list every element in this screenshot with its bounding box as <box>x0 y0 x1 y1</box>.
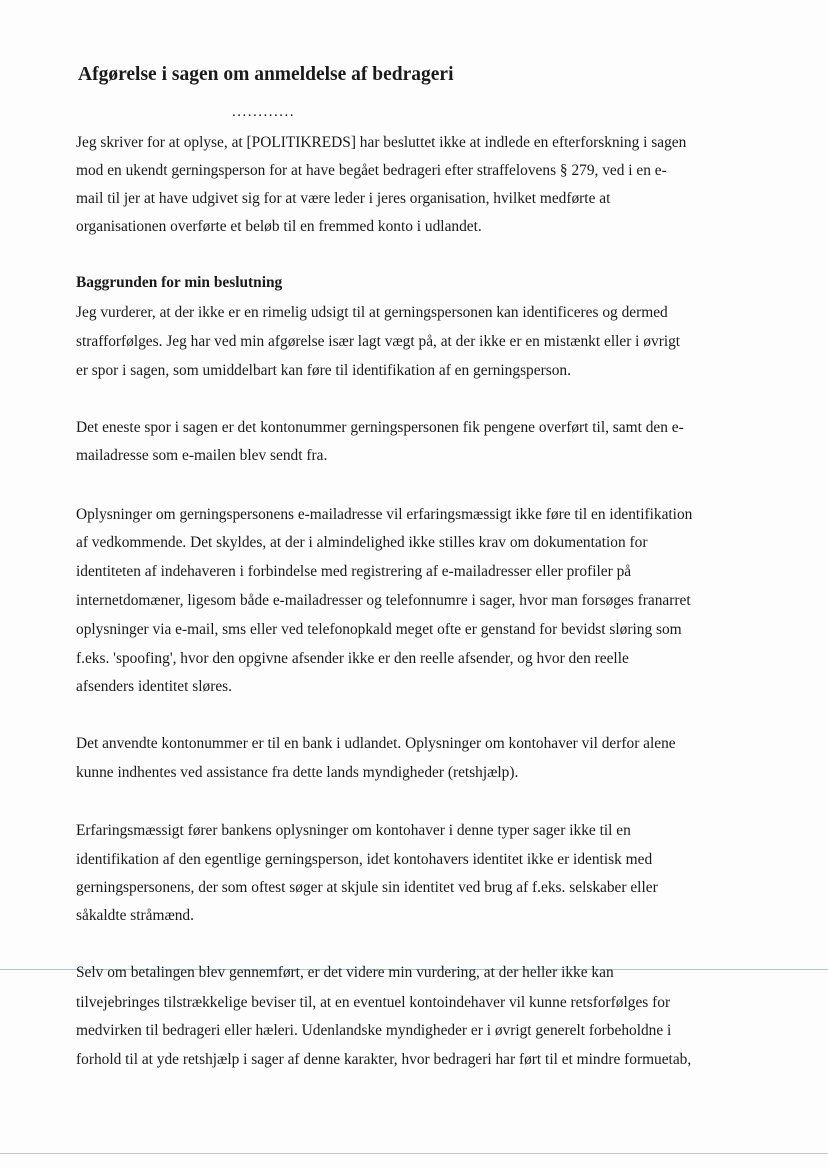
paragraph-line: kunne indhentes ved assistance fra dette lands myndigheder (retshjælp). <box>76 764 519 781</box>
paragraph-line: afsenders identitet sløres. <box>76 678 232 695</box>
paragraph-line: internetdomæner, ligesom både e-mailadresser og telefonnumre i sager, hvor man forsøges franarret <box>76 592 691 609</box>
paragraph-line: tilvejebringes tilstrækkelige beviser til, at en eventuel kontoindehaver vil kunne retsforfølges for <box>76 994 671 1011</box>
section-heading: Baggrunden for min beslutning <box>76 274 283 291</box>
paragraph-line: Selv om betalingen blev gennemført, er det videre min vurdering, at der heller ikke kan <box>76 964 614 981</box>
paragraph-line: Det eneste spor i sagen er det kontonummer gerningspersonen fik pengene overført til, samt den e- <box>76 419 684 436</box>
paragraph-line: medvirken til bedrageri eller hæleri. Udenlandske myndigheder er i øvrigt generelt forbeholdne i <box>76 1022 672 1039</box>
paragraph-line: såkaldte stråmænd. <box>76 907 194 924</box>
paragraph-line: Jeg vurderer, at der ikke er en rimelig udsigt til at gerningspersonen kan identificeres og dermed <box>76 304 668 321</box>
paragraph-line: identiteten af indehaveren i forbindelse med registrering af e-mailadresser eller profiler på <box>76 563 632 580</box>
paragraph-line: identifikation af den egentlige gerningsperson, idet kontohavers identitet ikke er identisk med <box>76 851 653 868</box>
paragraph-line: Det anvendte kontonummer er til en bank i udlandet. Oplysninger om kontohaver vil derfor alene <box>76 735 676 752</box>
paragraph-line: forhold til at yde retshjælp i sager af denne karakter, hvor bedrageri har ført til et mindre formuetab, <box>76 1051 692 1068</box>
paragraph-line: organisationen overførte et beløb til en fremmed konto i udlandet. <box>76 218 482 235</box>
paragraph-line: er spor i sagen, som umiddelbart kan føre til identifikation af en gerningsperson. <box>76 362 571 379</box>
paragraph-line: mail til jer at have udgivet sig for at være leder i jeres organisation, hvilket medførte at <box>76 190 611 207</box>
paragraph-line: Erfaringsmæssigt fører bankens oplysninger om kontohaver i denne typer sager ikke til en <box>76 822 631 839</box>
paragraph-line: af vedkommende. Det skyldes, at der i almindelighed ikke stilles krav om dokumentation for <box>76 534 648 551</box>
paragraph-line: mailadresse som e-mailen blev sendt fra. <box>76 447 328 464</box>
paragraph-line: f.eks. 'spoofing', hvor den opgivne afsender ikke er den reelle afsender, og hvor den reelle <box>76 650 629 667</box>
separator-dots: ............ <box>232 104 295 120</box>
paragraph-line: Oplysninger om gerningspersonens e-mailadresse vil erfaringsmæssigt ikke føre til en identifikation <box>76 506 693 523</box>
document-title: Afgørelse i sagen om anmeldelse af bedrageri <box>78 64 454 85</box>
paragraph-line: gerningspersonens, der som oftest søger at skjule sin identitet ved brug af f.eks. selskaber eller <box>76 879 658 896</box>
page-bottom-edge <box>0 1153 828 1154</box>
paragraph-line: mod en ukendt gerningsperson for at have begået bedrageri efter straffelovens § 279, ved i en e- <box>76 162 667 179</box>
paragraph-line: Jeg skriver for at oplyse, at [POLITIKREDS] har besluttet ikke at indlede en efterforskning i sagen <box>76 134 687 151</box>
paragraph-line: strafforfølges. Jeg har ved min afgørelse især lagt vægt på, at der ikke er en mistænkt eller i øvrigt <box>76 333 681 350</box>
paragraph-line: oplysninger via e-mail, sms eller ved telefonopkald meget ofte er genstand for bevidst sløring som <box>76 621 682 638</box>
